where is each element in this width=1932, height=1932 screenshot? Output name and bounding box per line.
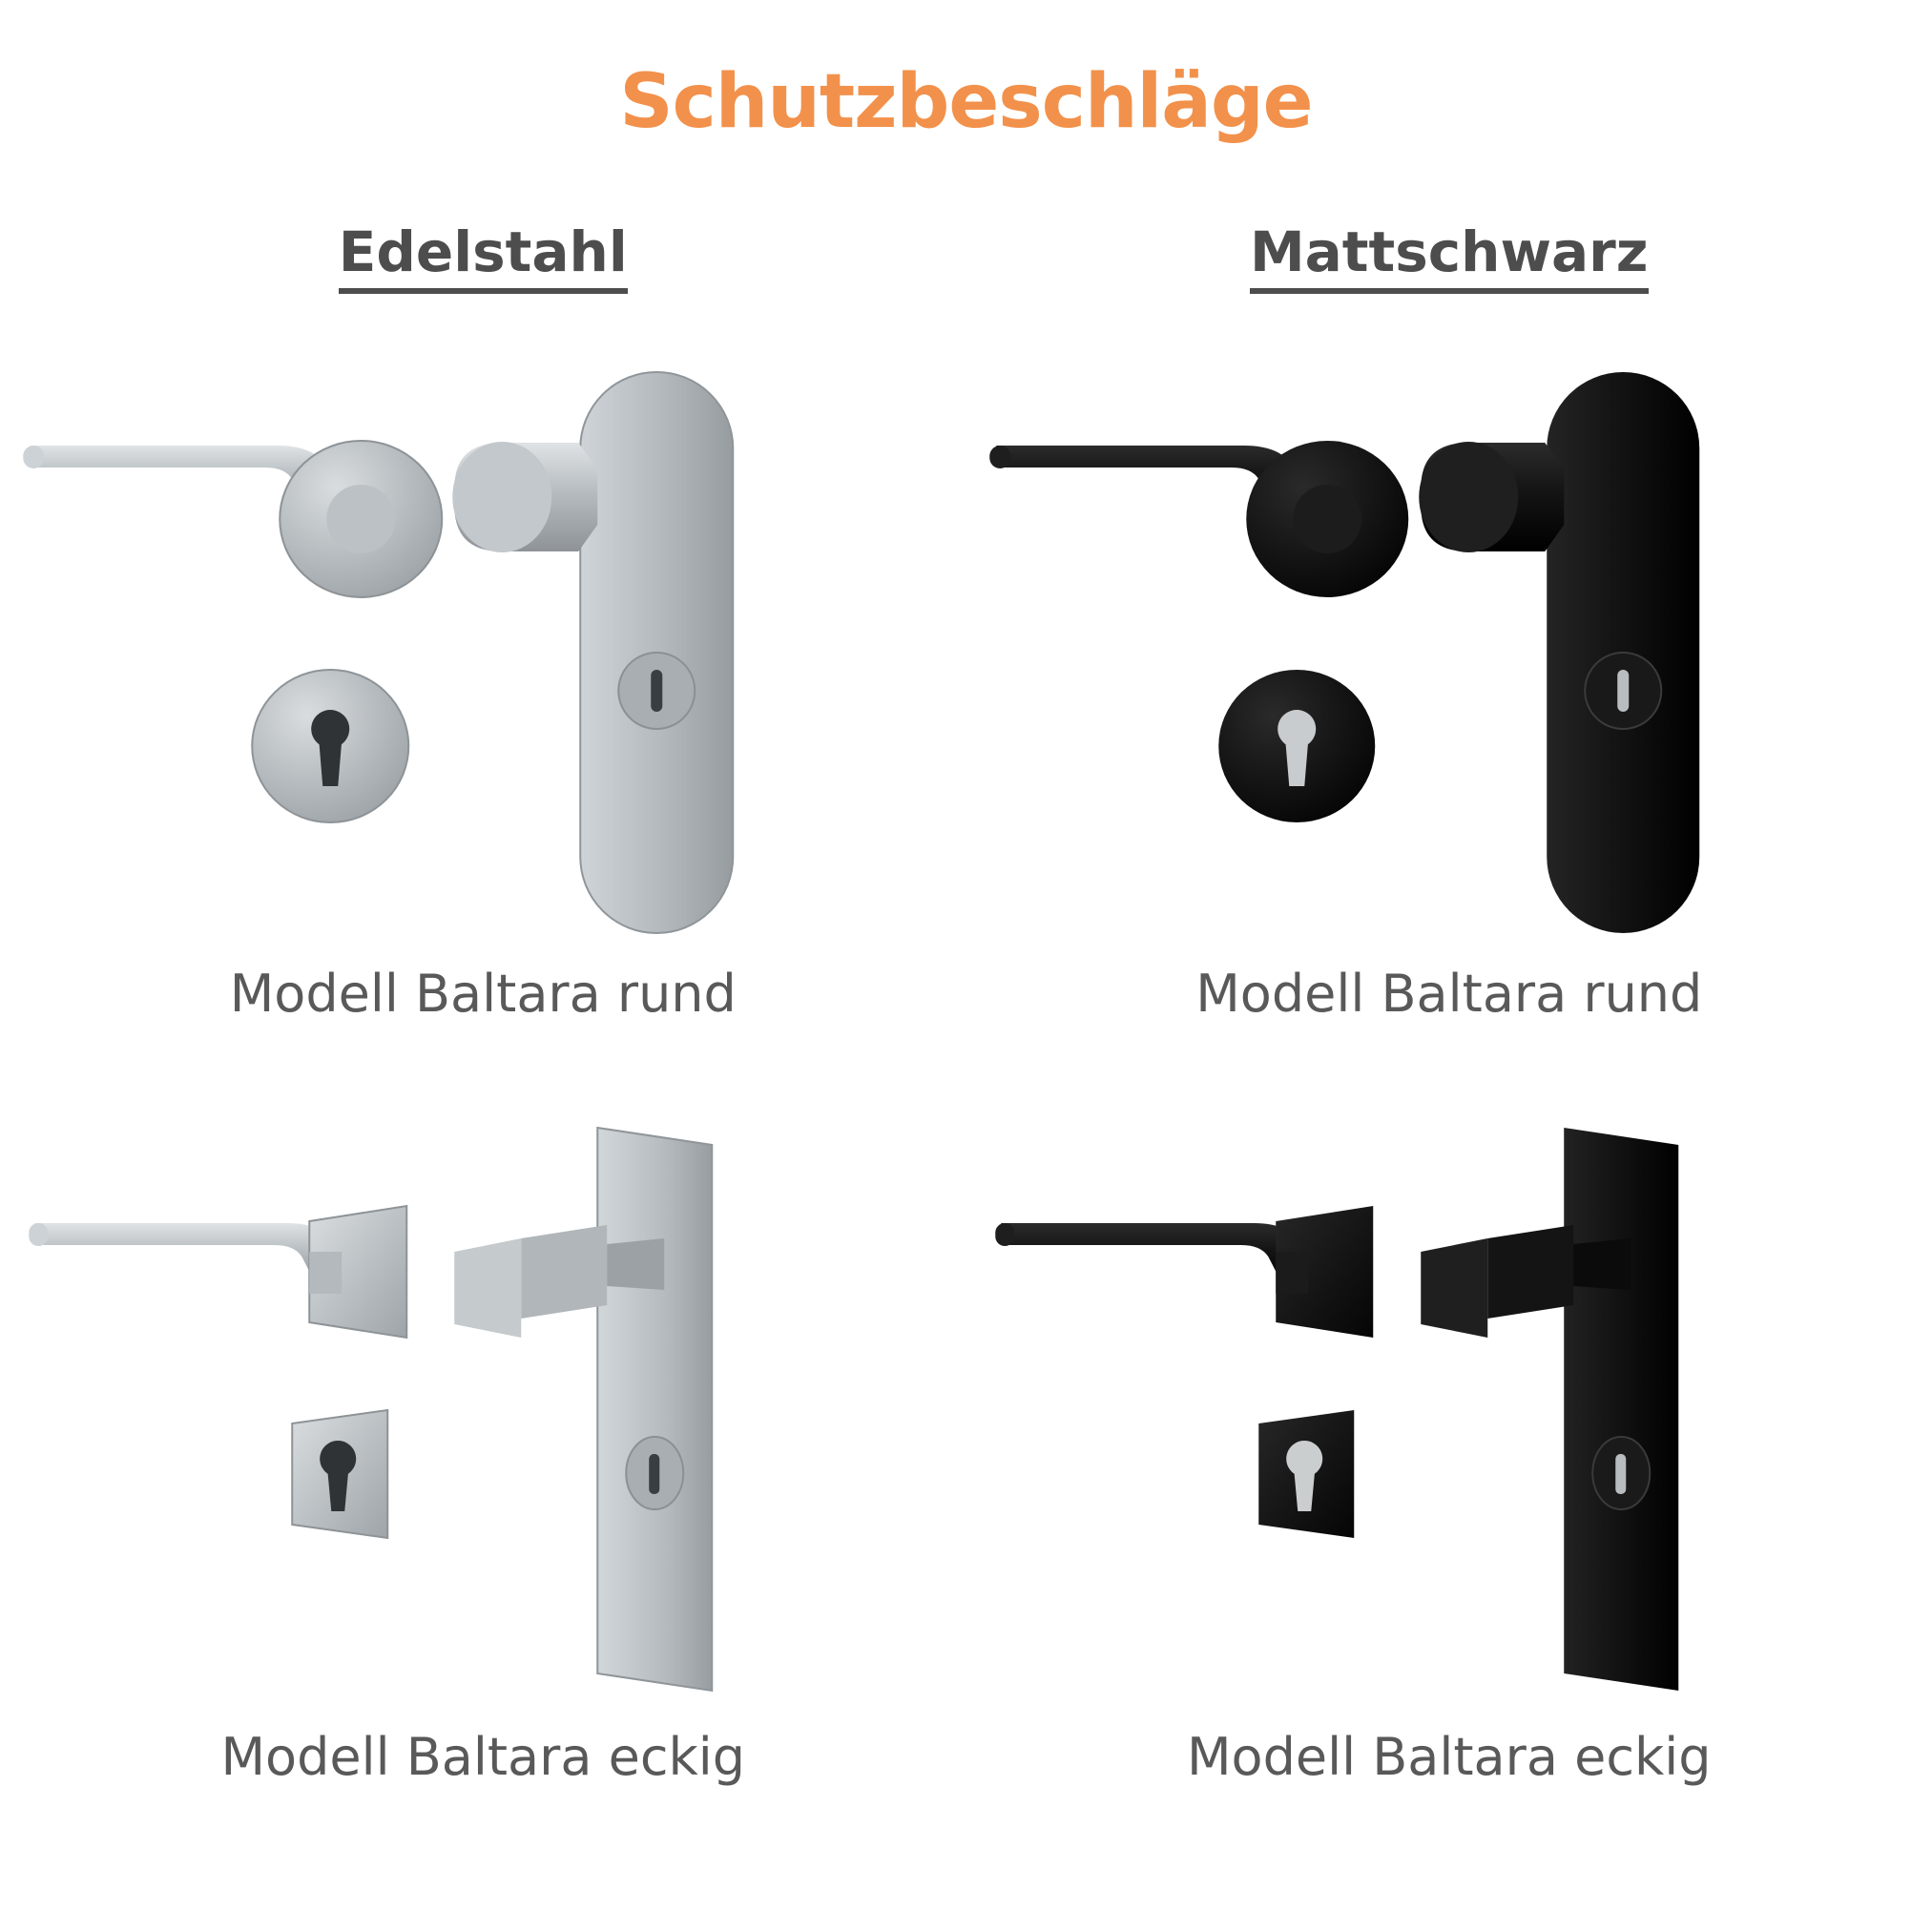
page-title: Schutzbeschläge <box>619 59 1313 145</box>
column-header-mattschwarz <box>966 219 1932 284</box>
product-illustration-square-steel <box>0 1118 966 1710</box>
handle-left-group <box>23 441 442 597</box>
product-cell-edelstahl-rund[interactable] <box>0 326 966 1109</box>
product-cell-mattschwarz-rund[interactable] <box>966 326 1932 1109</box>
handle-left-group <box>29 1206 406 1338</box>
handle-left-group <box>989 441 1408 597</box>
product-caption: Modell Baltara rund <box>229 964 737 1024</box>
backplate-right-group <box>1419 372 1699 933</box>
column-headers <box>0 219 1932 284</box>
keyhole-rosette-left <box>292 1410 387 1538</box>
column-header-label: Mattschwarz <box>1250 219 1649 294</box>
product-illustration-round-black <box>966 355 1932 946</box>
column-header-label: Edelstahl <box>339 219 628 294</box>
product-caption: Modell Baltara eckig <box>220 1727 746 1787</box>
backplate-right-group <box>1421 1128 1678 1691</box>
product-cell-mattschwarz-eckig[interactable] <box>966 1109 1932 1891</box>
backplate-right-group <box>454 1128 712 1691</box>
keyhole-rosette-left <box>1218 670 1375 822</box>
product-caption: Modell Baltara rund <box>1195 964 1703 1024</box>
product-cell-edelstahl-eckig[interactable] <box>0 1109 966 1891</box>
backplate-right-group <box>452 372 733 933</box>
product-caption: Modell Baltara eckig <box>1186 1727 1712 1787</box>
product-grid <box>0 326 1932 1891</box>
product-illustration-square-black <box>966 1118 1932 1710</box>
keyhole-rosette-left <box>1258 1410 1354 1538</box>
keyhole-rosette-left <box>252 670 408 822</box>
handle-left-group <box>995 1206 1373 1338</box>
column-header-edelstahl <box>0 219 966 284</box>
product-illustration-round-steel <box>0 355 966 946</box>
